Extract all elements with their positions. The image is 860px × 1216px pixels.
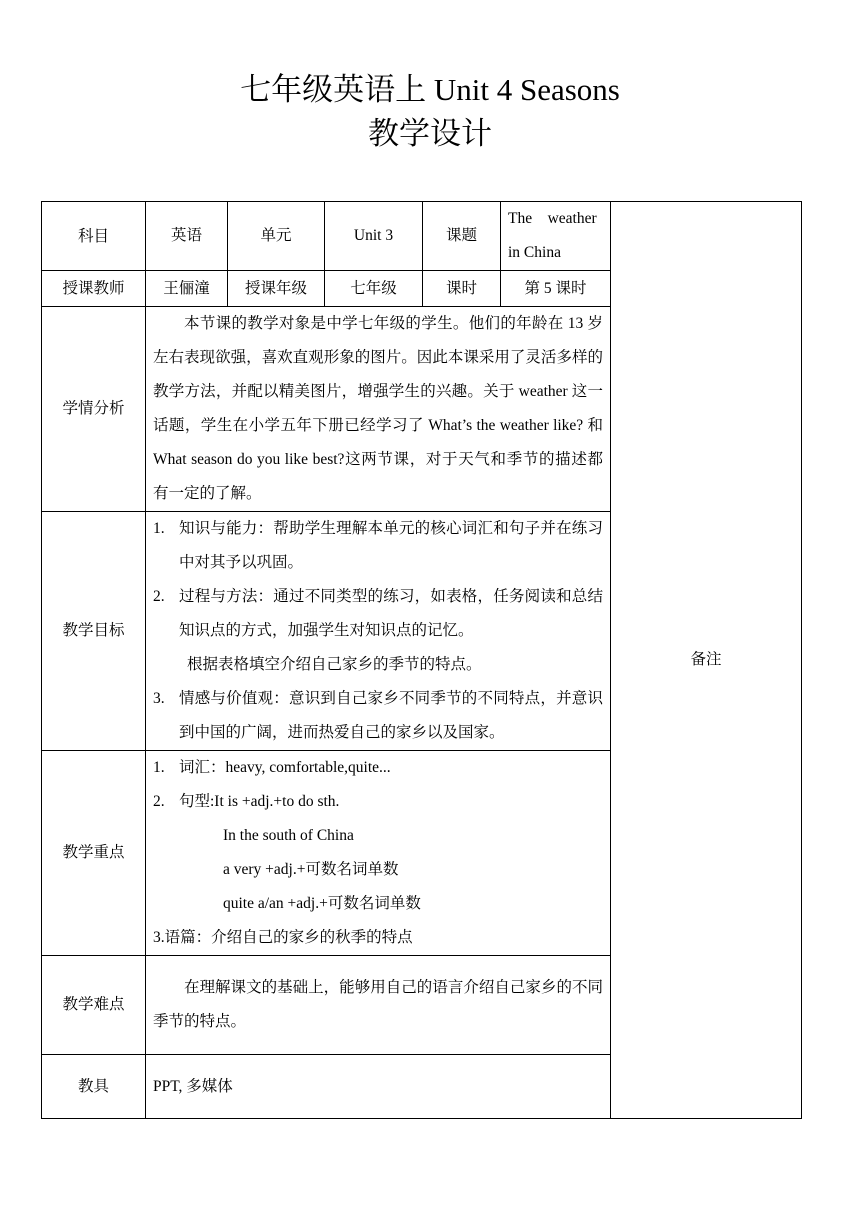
subject-label: 科目 [42,202,146,271]
objective-item: 3. 情感与价值观：意识到自己家乡不同季节的不同特点，并意识到中国的广阔，进而热爱自己的家乡以及国家。 [153,690,603,741]
key-point-item: 1. 词汇：heavy, comfortable,quite... [153,759,391,776]
grade-label: 授课年级 [228,271,325,307]
period-label: 课时 [423,271,501,307]
teacher-value: 王俪潼 [146,271,228,307]
objective-extra: 根据表格填空介绍自己家乡的季节的特点。 [187,656,482,673]
analysis-cell [146,307,611,512]
difficulties-label: 教学难点 [42,956,146,1055]
analysis-label: 学情分析 [42,307,146,512]
objectives-cell [146,512,611,751]
aids-label: 教具 [42,1055,146,1119]
sentence-pattern-1: In the south of China [223,827,354,844]
key-points-cell [146,751,611,956]
objective-item: 1. 知识与能力：帮助学生理解本单元的核心词汇和句子并在练习中对其予以巩固。 [153,520,603,571]
grade-value: 七年级 [325,271,423,307]
topic-line2: in China [508,244,561,261]
topic-label: 课题 [423,202,501,271]
document-subtitle: 教学设计 [368,116,492,151]
sentence-pattern-2: a very +adj.+可数名词单数 [223,861,399,878]
objectives-list-cont [153,682,603,750]
unit-label: 单元 [228,202,325,271]
topic-line1: The weather [508,210,597,227]
difficulties-cell [146,956,611,1055]
lesson-plan-table [41,201,802,1119]
objectives-label: 教学目标 [42,512,146,751]
key-point-text: 3.语篇：介绍自己的家乡的秋季的特点 [153,929,413,946]
remarks-column: 备注 [611,202,802,1119]
key-point-item: 2. 句型:It is +adj.+to do sth. [153,793,340,810]
aids-text: PPT, 多媒体 [146,1055,611,1119]
unit-value: Unit 3 [325,202,423,271]
difficulties-text: 在理解课文的基础上，能够用自己的语言介绍自己家乡的不同季节的特点。 [153,979,603,1030]
topic-value [501,202,611,271]
analysis-text: 本节课的教学对象是中学七年级的学生。他们的年龄在 13 岁左右表现欲强，喜欢直观形象的图片。因此本课采用了灵活多样的教学方法，并配以精美图片，增强学生的兴趣。关于 weather 这一话题，学生在小学五年下册已经学习了 What’s the weather like? 和 What season do you like best?这两节课，对于天气和季节的描述都有一定的了解。 [153,315,603,502]
document-title: 七年级英语上 Unit 4 Seasons [240,72,620,107]
teacher-label: 授课教师 [42,271,146,307]
key-points-label: 教学重点 [42,751,146,956]
subject-value: 英语 [146,202,228,271]
sentence-pattern-3: quite a/an +adj.+可数名词单数 [223,895,421,912]
objectives-list [153,512,603,648]
objective-item: 2. 过程与方法：通过不同类型的练习，如表格，任务阅读和总结知识点的方式，加强学生对知识点的记忆。 [153,588,603,639]
period-value: 第 5 课时 [501,271,611,307]
subject-row [42,202,802,271]
key-points-list [153,751,603,819]
